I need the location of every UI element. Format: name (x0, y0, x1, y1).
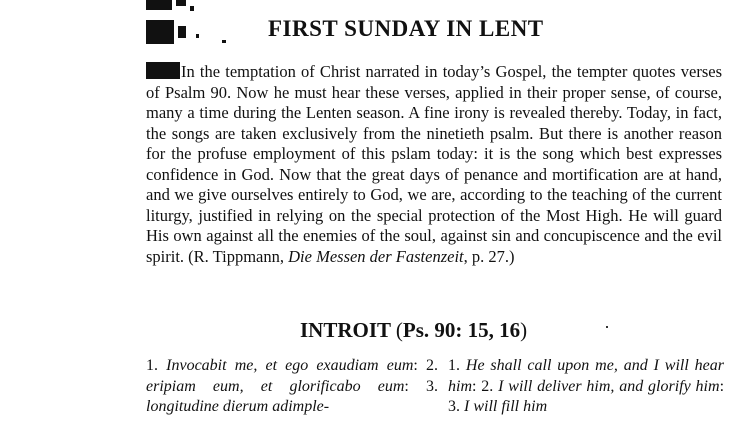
english-column (448, 356, 724, 418)
scan-artifact (178, 26, 186, 38)
page-title: FIRST SUNDAY IN LENT (268, 16, 544, 41)
initial-ink-mark (146, 62, 180, 79)
scan-artifact (196, 34, 199, 38)
verse-separator: : (413, 357, 427, 374)
scan-artifact (190, 6, 194, 11)
book-title: Die Messen der Fastenzeit (288, 246, 464, 266)
latin-verse-2: eripiam eum, et glorificabo eum (146, 377, 405, 395)
english-verse-3: I will fill him (464, 398, 548, 415)
latin-verse-3: longitudine dierum adimple- (146, 398, 330, 415)
scan-artifact (146, 0, 172, 10)
verse-number: 2. (481, 377, 499, 395)
scan-artifact (146, 20, 174, 44)
verse-number: 3. (448, 398, 464, 415)
intro-text: In the temptation of Christ narrated in today’s Gospel, the tempter quotes verses of Psalm 90. Now he must hear these verses, applied in their proper sense, of course, many a time during the Lenten season. A fine irony is revealed thereby. Today, in fact, the songs are taken exclusively from the ninetieth psalm. But there is another reason for the profuse employment of this pslam today: it is the song which best expresses confidence in God. Now that the great days of penance and mortification are at hand, and we give ourselves entirely to God, we are, according to the teaching of the current liturgy, justified in relying on the special protection of the Most High. He will guard His own against all the enemies of the soul, against sin and concupiscence and the evil spirit. (R. Tippmann, (146, 62, 722, 266)
latin-column (146, 356, 438, 418)
introit-heading (300, 318, 527, 343)
verse-number: 3. (426, 377, 438, 395)
intro-paragraph (146, 62, 722, 267)
verse-number: 1. (146, 357, 167, 374)
psalm-reference: Ps. 90: 15, 16 (402, 318, 521, 342)
reference-paren-close: ) (520, 318, 528, 342)
introit-label: INTROIT (300, 318, 391, 342)
scan-speck (606, 326, 608, 328)
scan-artifact (176, 0, 186, 6)
verse-number: 2. (426, 357, 439, 374)
latin-verse-1: Invocabit me, et ego exaudiam eum (166, 357, 414, 374)
verse-separator: : (719, 377, 725, 395)
verse-separator: : (472, 377, 482, 395)
verse-separator: : (404, 377, 426, 395)
english-verse-1: He shall call upon me, and I will hear him (448, 357, 725, 395)
english-verse-2: I will deliver him, and glorify him (498, 377, 720, 395)
scan-artifact (222, 40, 226, 43)
reference-paren-open: ( (395, 318, 403, 342)
citation-page: , p. 27.) (463, 246, 515, 266)
verse-number: 1. (448, 357, 466, 374)
